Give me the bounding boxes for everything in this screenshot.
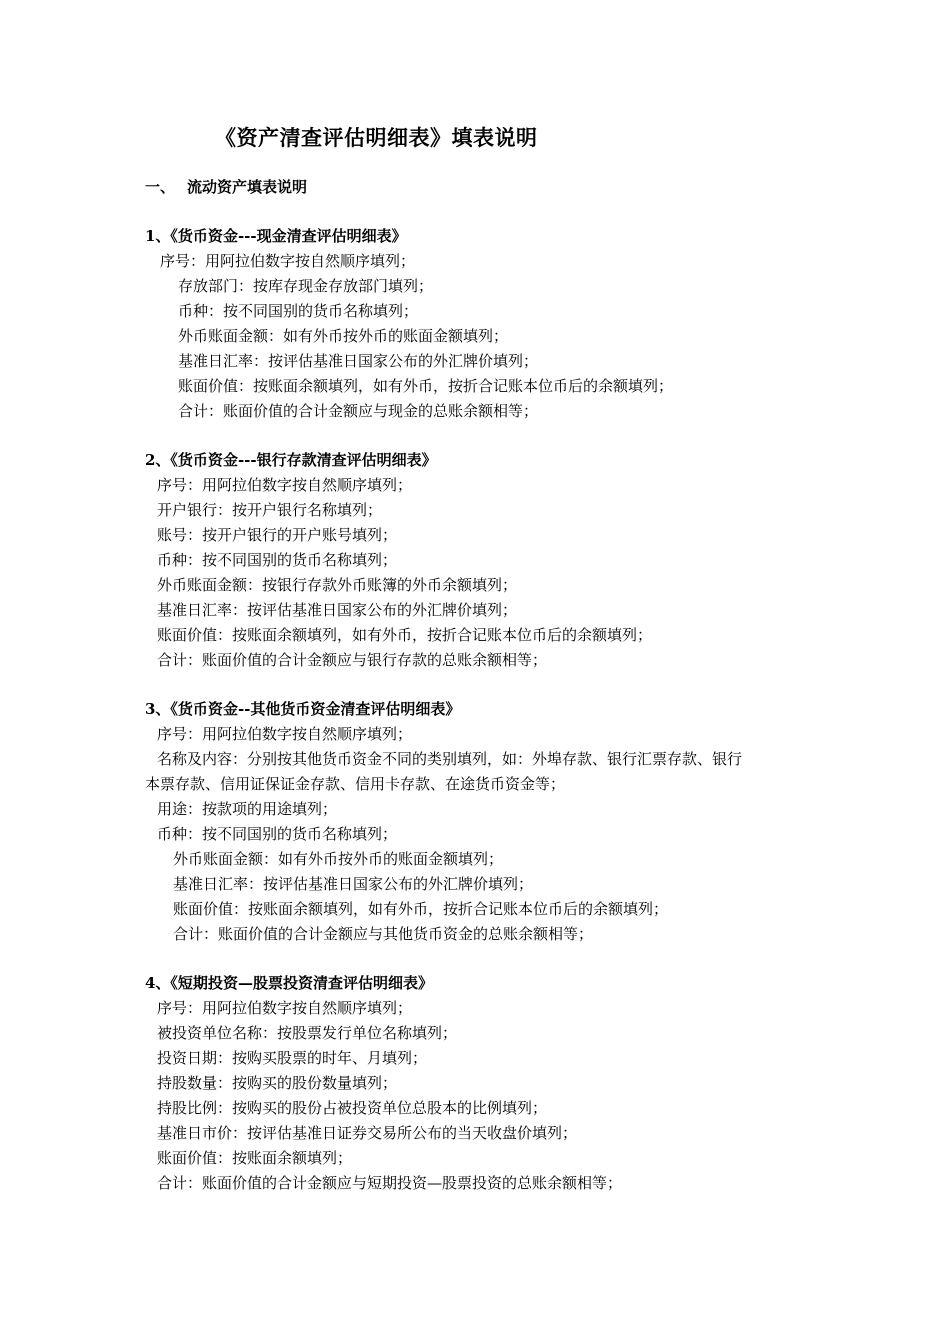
block2-title: 2、《货币资金---银行存款清查评估明细表》 [145,451,437,469]
block3-line: 外币账面金额：如有外币按外币的账面金额填列； [173,850,504,868]
block1-line: 存放部门：按库存现金存放部门填列； [178,277,434,295]
block1-line: 外币账面金额：如有外币按外币的账面金额填列； [178,327,509,345]
block1-line: 账面价值：按账面余额填列，如有外币，按折合记账本位币后的余额填列； [178,377,674,395]
block2-line: 账面价值：按账面余额填列，如有外币，按折合记账本位币后的余额填列； [157,626,653,644]
block2-line: 外币账面金额：按银行存款外币账簿的外币余额填列； [157,576,518,594]
block4-line: 持股比例：按购买的股份占被投资单位总股本的比例填列； [157,1099,548,1117]
block1-line: 基准日汇率：按评估基准日国家公布的外汇牌价填列； [178,352,539,370]
block3-line: 基准日汇率：按评估基准日国家公布的外汇牌价填列； [173,875,534,893]
block1-title: 1、《货币资金---现金清查评估明细表》 [145,227,407,245]
block2-line: 基准日汇率：按评估基准日国家公布的外汇牌价填列； [157,601,518,619]
block4-line: 持股数量：按购买的股份数量填列； [157,1074,398,1092]
section-label: 流动资产填表说明 [187,178,308,196]
block3-line: 序号：用阿拉伯数字按自然顺序填列； [157,725,413,743]
block4-line: 被投资单位名称：按股票发行单位名称填列； [157,1024,458,1042]
block1-line: 序号：用阿拉伯数字按自然顺序填列； [160,252,416,270]
section-heading-current-assets [145,176,307,197]
block3-line: 用途：按款项的用途填列； [157,800,338,818]
block4-line: 序号：用阿拉伯数字按自然顺序填列； [157,999,413,1017]
section-number: 一、 [145,178,176,196]
block1-line: 币种：按不同国别的货币名称填列； [178,302,419,320]
block3-line: 名称及内容：分别按其他货币资金不同的类别填列，如：外埠存款、银行汇票存款、银行 [157,750,743,768]
block2-line: 序号：用阿拉伯数字按自然顺序填列； [157,476,413,494]
block4-line: 基准日市价：按评估基准日证券交易所公布的当天收盘价填列； [157,1124,578,1142]
block4-title: 4、《短期投资—股票投资清查评估明细表》 [145,974,433,992]
block3-line: 合计：账面价值的合计金额应与其他货币资金的总账余额相等； [173,925,594,943]
document-title: 《资产清查评估明细表》填表说明 [215,125,538,150]
block4-line: 合计：账面价值的合计金额应与短期投资—股票投资的总账余额相等； [157,1174,623,1192]
block2-line: 开户银行：按开户银行名称填列； [157,501,383,519]
block3-line: 本票存款、信用证保证金存款、信用卡存款、在途货币资金等； [145,775,566,793]
block2-line: 账号：按开户银行的开户账号填列； [157,526,398,544]
block3-line: 账面价值：按账面余额填列，如有外币，按折合记账本位币后的余额填列； [173,900,669,918]
block4-line: 投资日期：按购买股票的时年、月填列； [157,1049,428,1067]
block3-line: 币种：按不同国别的货币名称填列； [157,825,398,843]
block2-line: 币种：按不同国别的货币名称填列； [157,551,398,569]
block3-title: 3、《货币资金--其他货币资金清查评估明细表》 [145,700,461,718]
block1-line: 合计：账面价值的合计金额应与现金的总账余额相等； [178,402,539,420]
block4-line: 账面价值：按账面余额填列； [157,1149,353,1167]
block2-line: 合计：账面价值的合计金额应与银行存款的总账余额相等； [157,651,548,669]
